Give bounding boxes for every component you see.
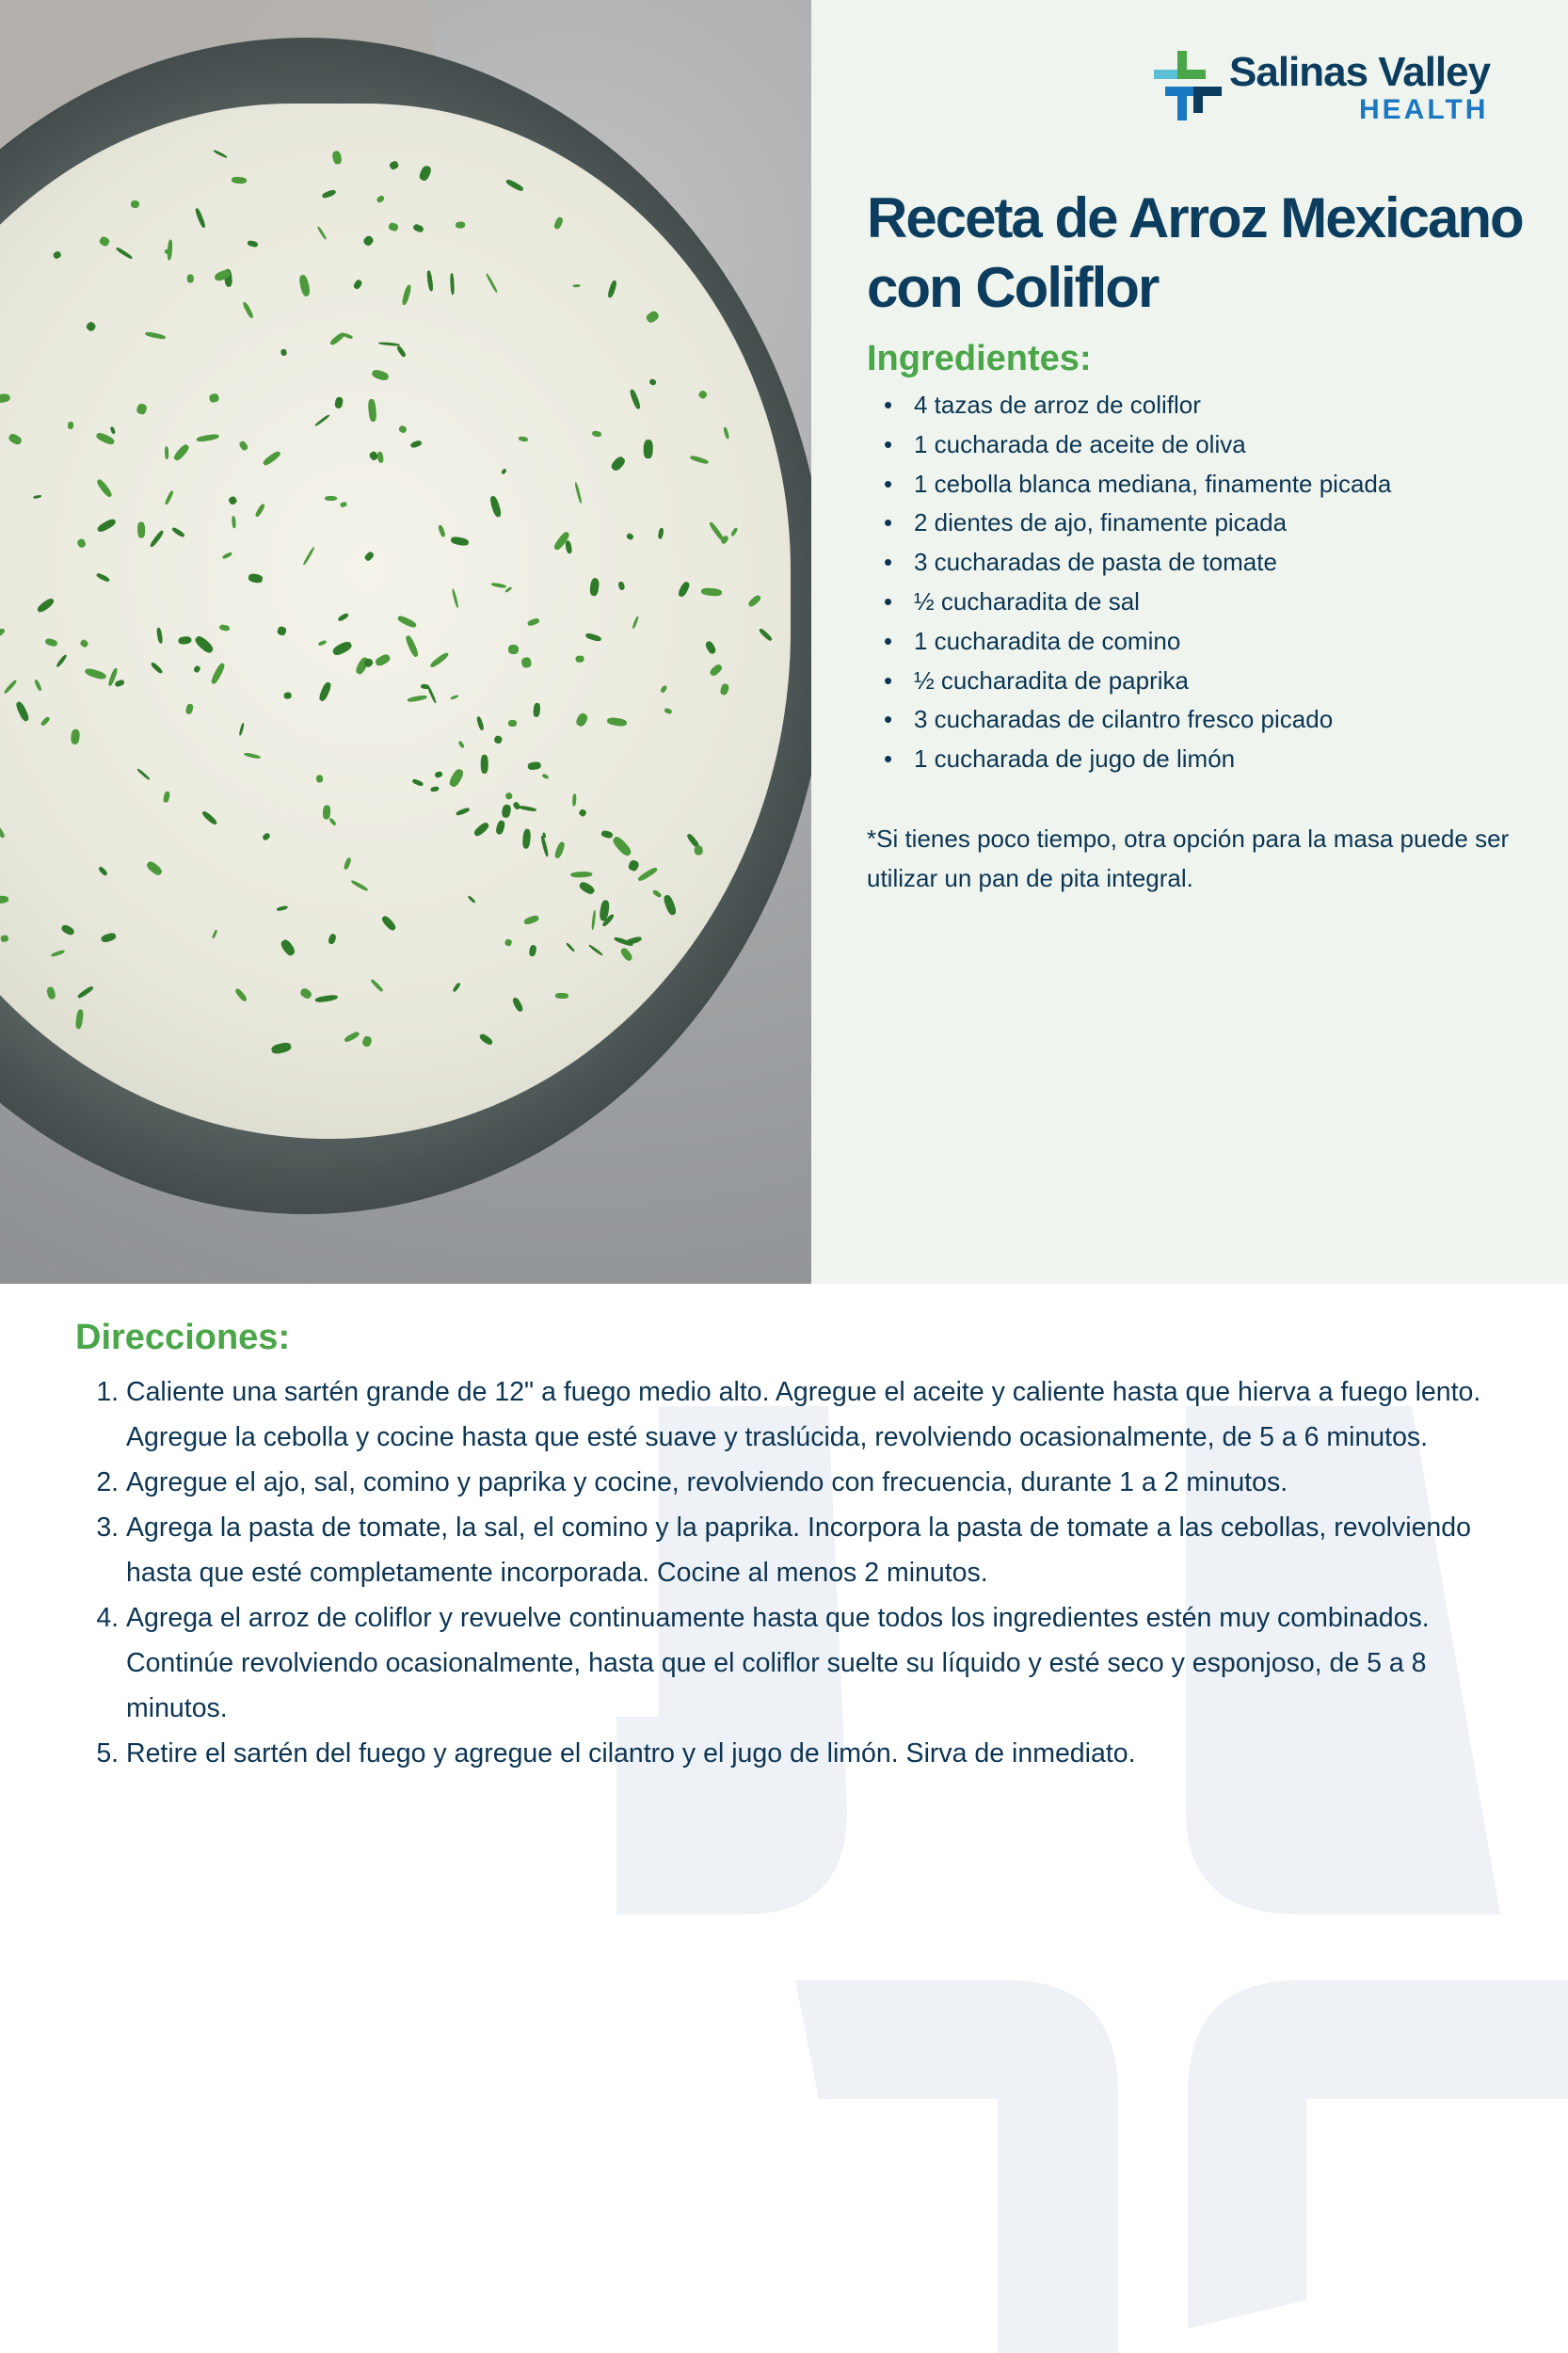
herb-speck: [426, 271, 434, 292]
herb-speck: [33, 494, 42, 499]
herb-speck: [426, 684, 438, 704]
herb-speck: [325, 496, 337, 501]
herb-speck: [36, 597, 56, 615]
herb-speck: [747, 593, 762, 607]
herb-speck: [652, 889, 663, 899]
herb-speck: [579, 808, 587, 817]
herb-speck: [600, 829, 613, 838]
herb-speck: [730, 527, 739, 537]
herb-speck: [473, 822, 490, 839]
herb-speck: [131, 200, 140, 209]
herb-speck: [592, 430, 603, 438]
herb-speck: [53, 250, 62, 260]
cross-logo-icon: [1154, 49, 1225, 124]
herb-speck: [165, 490, 174, 505]
herb-speck: [451, 589, 459, 609]
herb-speck: [611, 835, 632, 857]
herb-speck: [710, 663, 724, 677]
herb-speck: [588, 944, 603, 956]
cauliflower-rice-photo: [0, 0, 811, 1284]
herb-speck: [149, 530, 165, 549]
herb-speck: [302, 546, 315, 566]
ingredient-item: • 3 cucharadas de pasta de tomate: [914, 543, 1391, 583]
herb-speck: [163, 791, 170, 803]
herb-speck: [75, 1009, 85, 1029]
herb-speck: [453, 982, 461, 992]
ingredient-item: • 1 cucharada de jugo de limón: [914, 740, 1391, 779]
ingredient-item: • 4 tazas de arroz de coliflor: [914, 386, 1391, 425]
herb-speck: [501, 468, 507, 475]
herb-speck: [626, 532, 634, 539]
herb-speck: [637, 867, 658, 883]
herb-speck: [434, 771, 442, 778]
herb-speck: [630, 388, 642, 408]
herb-speck: [507, 645, 519, 654]
herb-speck: [388, 222, 399, 232]
herb-speck: [315, 994, 338, 1002]
ingredients-note: *Si tienes poco tiempo, otra opción para la masa puede ser utilizar un pan de pita integral.: [867, 824, 1510, 892]
herb-speck: [401, 284, 412, 306]
herb-speck: [0, 628, 6, 644]
herb-speck: [40, 716, 51, 727]
herb-speck: [234, 987, 248, 1002]
herb-speck: [527, 762, 541, 771]
ingredient-item: • ½ cucharadita de paprika: [914, 662, 1391, 701]
herb-speck: [340, 502, 347, 507]
herb-speck: [570, 872, 592, 878]
herb-speck: [239, 723, 245, 736]
herb-speck: [397, 614, 417, 628]
herb-speck: [723, 426, 730, 440]
herb-speck: [15, 700, 30, 722]
herb-speck: [51, 949, 65, 957]
herb-speck: [590, 910, 596, 931]
herb-speck: [476, 716, 485, 730]
herb-speck: [98, 866, 108, 876]
herb-speck: [280, 937, 296, 956]
herb-speck: [617, 582, 626, 591]
ingredient-item: • 2 dientes de ajo, finamente picada: [914, 504, 1391, 543]
herb-speck: [262, 450, 281, 467]
herb-speck: [610, 455, 627, 472]
herb-speck: [677, 580, 691, 598]
herb-speck: [222, 552, 233, 560]
herb-speck: [540, 835, 550, 857]
herb-speck: [507, 720, 516, 727]
herb-speck: [448, 768, 465, 789]
herb-speck: [663, 894, 678, 916]
herb-speck: [518, 436, 528, 441]
herb-speck: [277, 904, 288, 911]
herb-speck: [360, 1035, 372, 1048]
herb-speck: [430, 786, 440, 792]
herb-speck: [694, 845, 703, 856]
herb-speck: [555, 993, 568, 999]
herb-speck: [565, 540, 573, 554]
herb-speck: [193, 664, 201, 673]
herb-speck: [511, 997, 524, 1014]
herb-speck: [352, 279, 362, 290]
herb-speck: [316, 774, 324, 782]
herb-speck: [758, 628, 773, 642]
herb-speck: [60, 923, 75, 936]
herb-speck: [660, 685, 668, 695]
herb-speck: [628, 859, 640, 872]
herb-speck: [363, 551, 374, 561]
herb-speck: [719, 683, 729, 696]
herb-speck: [270, 1042, 292, 1055]
herb-speck: [456, 221, 465, 228]
herb-speck: [334, 396, 344, 408]
herb-speck: [283, 692, 292, 699]
herb-speck: [338, 613, 350, 622]
herb-speck: [467, 895, 476, 904]
herb-speck: [553, 216, 564, 231]
herb-speck: [397, 424, 408, 435]
herb-speck: [481, 755, 488, 774]
herb-speck: [228, 496, 238, 506]
herb-speck: [248, 572, 264, 583]
herb-speck: [408, 695, 427, 702]
herb-speck: [566, 942, 576, 952]
herb-speck: [380, 914, 397, 932]
herb-speck: [542, 774, 550, 780]
herb-speck: [316, 226, 327, 240]
herb-speck: [254, 504, 265, 518]
direction-step: 2. Agregue el ajo, sal, comino y paprika y cocine, revolviendo con frecuencia, durante 1 a 2 minutos.: [126, 1460, 1519, 1505]
herb-speck: [350, 879, 369, 891]
herb-speck: [172, 443, 190, 462]
herb-speck: [574, 712, 589, 728]
herb-speck: [542, 832, 546, 839]
herb-speck: [136, 403, 148, 416]
herb-speck: [419, 165, 434, 182]
herb-speck: [573, 284, 581, 287]
herb-speck: [164, 446, 168, 459]
herb-speck: [68, 422, 74, 429]
herb-speck: [522, 828, 532, 848]
herb-speck: [534, 703, 541, 717]
herb-speck: [34, 679, 42, 691]
herb-speck: [478, 1032, 493, 1046]
ingredients-list: [867, 386, 1391, 779]
herb-speck: [239, 440, 249, 451]
herb-speck: [3, 680, 17, 695]
herb-speck: [331, 640, 353, 658]
herb-speck: [185, 703, 194, 714]
herb-speck: [429, 650, 450, 668]
directions-list: [94, 1369, 1519, 1776]
herb-speck: [378, 342, 400, 346]
direction-step: 4. Agrega el arroz de coliflor y revuelve continuamente hasta que todos los ingredientes estén muy combinados. Continúe revolviendo ocasionalmente, hasta que el coliflor suelte su líquido y esté seco y esponjoso, de 5 a 8 minutos.: [126, 1595, 1519, 1731]
herb-speck: [576, 656, 584, 663]
herb-speck: [0, 935, 8, 942]
herb-speck: [200, 809, 218, 826]
herb-speck: [280, 349, 288, 357]
herb-speck: [55, 654, 67, 669]
herb-speck: [194, 634, 216, 655]
ingredient-item: • 3 cucharadas de cilantro fresco picado: [914, 700, 1391, 740]
herb-speck: [493, 735, 503, 744]
herb-speck: [607, 717, 628, 728]
herb-speck: [619, 947, 634, 963]
herb-speck: [318, 681, 332, 702]
direction-step: 1. Caliente una sartén grande de 12" a fuego medio alto. Agregue el aceite y caliente hasta que hierva a fuego lento. Agregue la cebolla y cocine hasta que esté suave y traslúcida, revolviendo ocasionalmente, de 5 a 6 minutos.: [126, 1369, 1519, 1460]
herb-speck: [450, 694, 459, 700]
herb-speck: [145, 330, 166, 340]
herb-speck: [44, 637, 57, 647]
herb-speck: [138, 521, 146, 537]
herb-speck: [606, 280, 617, 298]
herb-speck: [658, 527, 664, 539]
herb-speck: [375, 653, 392, 667]
ingredients-heading: Ingredientes:: [867, 339, 1092, 378]
herb-speck: [412, 223, 424, 233]
herb-speck: [232, 516, 236, 528]
herb-speck: [376, 195, 386, 204]
herb-speck: [554, 840, 567, 858]
herb-speck: [450, 536, 469, 546]
herb-speck: [197, 433, 219, 442]
herb-speck: [242, 301, 255, 319]
herb-speck: [116, 247, 134, 260]
herb-speck: [95, 478, 113, 498]
herb-speck: [689, 455, 709, 465]
herb-speck: [95, 572, 109, 583]
herb-speck: [344, 1031, 360, 1043]
herb-speck: [589, 577, 600, 596]
herb-speck: [167, 239, 173, 261]
herb-speck: [519, 806, 536, 812]
herb-speck: [0, 393, 10, 404]
herb-speck: [329, 331, 345, 346]
herb-speck: [450, 273, 455, 295]
herb-speck: [243, 752, 261, 760]
herb-speck: [218, 624, 230, 632]
herb-speck: [648, 378, 657, 387]
herb-speck: [520, 657, 532, 668]
herb-speck: [46, 986, 56, 1000]
herb-speck: [572, 793, 576, 806]
herb-speck: [632, 616, 639, 630]
herb-speck: [187, 275, 194, 283]
herb-speck: [75, 538, 86, 550]
herb-speck: [328, 933, 338, 945]
herb-speck: [370, 978, 384, 992]
ingredient-item: • 1 cucharadita de comino: [914, 622, 1391, 662]
herb-speck: [262, 832, 271, 841]
herb-speck: [178, 636, 192, 646]
herb-speck: [527, 616, 541, 626]
herb-speck: [321, 188, 336, 199]
herb-speck: [584, 632, 601, 641]
herb-speck: [232, 176, 248, 184]
herb-speck: [700, 587, 722, 597]
herb-speck: [8, 433, 24, 447]
herb-speck: [529, 945, 537, 957]
herb-speck: [494, 820, 505, 836]
herb-speck: [697, 390, 708, 400]
herb-speck: [376, 452, 384, 464]
herb-speck: [438, 524, 446, 537]
herb-speck: [314, 414, 330, 427]
herb-speck: [505, 179, 525, 193]
herb-speck: [109, 426, 116, 435]
herb-speck: [396, 345, 407, 358]
herb-speck: [523, 915, 539, 926]
herb-speck: [371, 368, 390, 381]
herb-speck: [85, 321, 97, 333]
ingredient-item: • ½ cucharadita de sal: [914, 583, 1391, 622]
herb-speck: [213, 150, 227, 159]
herb-speck: [362, 234, 375, 248]
salinas-valley-health-logo: Salinas Valley HEALTH: [1154, 49, 1530, 134]
herb-speck: [574, 483, 583, 504]
herb-speck: [485, 273, 498, 293]
herb-speck: [644, 440, 653, 458]
ingredient-item: • 1 cucharada de aceite de oliva: [914, 425, 1391, 465]
herb-speck: [114, 680, 125, 688]
herb-speck: [577, 880, 595, 896]
herb-speck: [297, 274, 311, 297]
herb-speck: [457, 740, 465, 748]
herb-speck: [70, 728, 80, 744]
herb-speck: [210, 662, 226, 684]
herb-speck: [97, 518, 118, 534]
herb-speck: [136, 768, 151, 780]
herb-speck: [208, 393, 218, 404]
herb-speck: [0, 825, 6, 839]
herb-speck: [85, 667, 108, 681]
recipe-title: Receta de Arroz Mexicano con Coliflor: [867, 186, 1523, 319]
herb-speck: [0, 896, 8, 904]
herb-speck: [501, 804, 511, 818]
herb-speck: [298, 987, 312, 1000]
directions-heading: Direcciones:: [75, 1318, 291, 1357]
herb-speck: [411, 778, 424, 787]
herb-speck: [211, 929, 217, 939]
direction-step: 5. Retire el sartén del fuego y agregue el cilantro y el jugo de limón. Sirva de inmediato.: [126, 1731, 1519, 1776]
herb-speck: [488, 495, 503, 518]
herb-speck: [405, 634, 420, 657]
direction-step: 3. Agrega la pasta de tomate, la sal, el comino y la paprika. Incorpora la pasta de tomate a las cebollas, revolviendo hasta que esté completamente incorporada. Cocine al menos 2 minutos.: [126, 1505, 1519, 1595]
herb-speck: [409, 440, 422, 449]
herb-speck: [664, 708, 672, 714]
herb-speck: [456, 807, 471, 816]
ingredient-item: • 1 cebolla blanca mediana, finamente picada: [914, 465, 1391, 504]
herb-speck: [504, 938, 513, 947]
herb-speck: [145, 859, 164, 876]
herb-speck: [247, 239, 258, 247]
herb-speck: [504, 792, 513, 800]
herb-speck: [368, 398, 377, 421]
herb-speck: [171, 526, 185, 537]
herb-speck: [150, 662, 163, 675]
herb-speck: [76, 985, 94, 1000]
herb-speck: [491, 583, 507, 589]
herb-speck: [79, 639, 88, 648]
herb-speck: [195, 207, 207, 228]
herb-speck: [389, 160, 399, 170]
herb-speck: [277, 625, 287, 635]
herb-speck: [343, 857, 351, 871]
herb-speck: [156, 627, 164, 644]
herb-speck: [704, 640, 717, 655]
herb-speck: [100, 932, 117, 944]
herb-speck: [317, 639, 327, 646]
herb-speck: [98, 235, 110, 248]
herb-speck: [328, 817, 337, 825]
herb-speck: [331, 151, 342, 166]
herb-speck: [645, 310, 660, 324]
